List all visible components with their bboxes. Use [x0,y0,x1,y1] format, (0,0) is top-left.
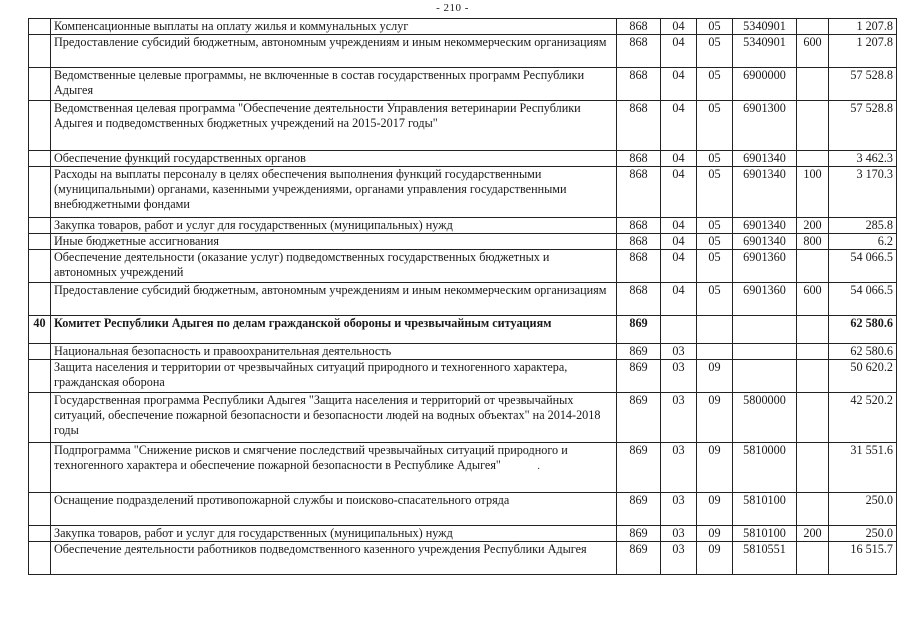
expense-type-cell [797,443,829,493]
item-name-cell: Компенсационные выплаты на оплату жилья и коммунальных услуг [51,19,617,35]
table-row [29,19,897,35]
amount-cell: 50 620.2 [829,360,897,393]
target-article-cell: 6901300 [733,101,797,151]
item-name-cell: Закупка товаров, работ и услуг для государственных (муниципальных) нужд [51,526,617,542]
row-number-cell [29,35,51,68]
item-name-cell: Подпрограмма "Снижение рисков и смягчение последствий чрезвычайных ситуаций природного и техногенного характера и обеспечение пожарной безопасности в Республике Адыгея" [51,443,617,493]
section-code-cell [661,316,697,344]
expense-type-cell [797,19,829,35]
expense-type-cell [797,68,829,101]
table-row [29,360,897,393]
page-number: - 210 - [436,2,469,14]
item-name-cell: Предоставление субсидий бюджетным, автономным учреждениям и иным некоммерческим организациям [51,35,617,68]
target-article-cell: 5810551 [733,542,797,575]
row-number-cell [29,542,51,575]
amount-cell: 57 528.8 [829,68,897,101]
target-article-cell [733,344,797,360]
subsection-code-cell: 05 [697,283,733,316]
section-code-cell: 03 [661,542,697,575]
subsection-code-cell: 09 [697,542,733,575]
expense-type-cell: 800 [797,234,829,250]
target-article-cell: 5340901 [733,35,797,68]
target-article-cell: 6901340 [733,234,797,250]
subsection-code-cell: 09 [697,443,733,493]
row-number-cell [29,101,51,151]
section-code-cell: 03 [661,344,697,360]
subsection-code-cell: 05 [697,218,733,234]
expense-type-cell: 600 [797,283,829,316]
expense-type-cell [797,393,829,443]
target-article-cell: 6901360 [733,283,797,316]
subsection-code-cell: 05 [697,19,733,35]
row-number-cell [29,283,51,316]
grbs-code-cell: 869 [617,542,661,575]
subsection-code-cell: 05 [697,68,733,101]
target-article-cell: 5800000 [733,393,797,443]
subsection-code-cell: 05 [697,101,733,151]
amount-cell: 42 520.2 [829,393,897,443]
section-code-cell: 04 [661,68,697,101]
table-row [29,283,897,316]
row-number-cell [29,250,51,283]
row-number-cell [29,344,51,360]
row-number-cell [29,493,51,526]
target-article-cell [733,360,797,393]
amount-cell: 62 580.6 [829,344,897,360]
amount-cell: 62 580.6 [829,316,897,344]
item-name-cell: Обеспечение функций государственных органов [51,151,617,167]
budget-table [28,18,897,575]
item-name-cell: Комитет Республики Адыгея по делам гражданской обороны и чрезвычайным ситуациям [51,316,617,344]
expense-type-cell: 200 [797,526,829,542]
subsection-code-cell: 05 [697,35,733,68]
section-code-cell: 03 [661,360,697,393]
amount-cell: 6.2 [829,234,897,250]
amount-cell: 57 528.8 [829,101,897,151]
expense-type-cell: 200 [797,218,829,234]
table-row [29,526,897,542]
row-number-cell [29,167,51,218]
amount-cell: 285.8 [829,218,897,234]
grbs-code-cell: 869 [617,526,661,542]
subsection-code-cell: 09 [697,526,733,542]
row-number-cell: 40 [29,316,51,344]
amount-cell: 250.0 [829,526,897,542]
expense-type-cell [797,493,829,526]
table-row [29,218,897,234]
target-article-cell: 6901340 [733,167,797,218]
table-row [29,234,897,250]
table-row [29,316,897,344]
row-number-cell [29,151,51,167]
subsection-code-cell [697,344,733,360]
grbs-code-cell: 868 [617,101,661,151]
target-article-cell: 6900000 [733,68,797,101]
subsection-code-cell [697,316,733,344]
grbs-code-cell: 869 [617,493,661,526]
item-name-cell: Оснащение подразделений противопожарной службы и поисково-спасательного отряда [51,493,617,526]
subsection-code-cell: 05 [697,234,733,250]
expense-type-cell [797,101,829,151]
section-code-cell: 03 [661,493,697,526]
subsection-code-cell: 09 [697,493,733,526]
section-code-cell: 03 [661,443,697,493]
item-name-cell: Иные бюджетные ассигнования [51,234,617,250]
grbs-code-cell: 868 [617,283,661,316]
section-code-cell: 03 [661,526,697,542]
grbs-code-cell: 868 [617,250,661,283]
item-name-cell: Национальная безопасность и правоохранительная деятельность [51,344,617,360]
item-name-cell: Ведомственная целевая программа "Обеспечение деятельности Управления ветеринарии Республики Адыгея и подведомственных бюджетных учреждений на 2015-2017 годы" [51,101,617,151]
expense-type-cell: 100 [797,167,829,218]
amount-cell: 250.0 [829,493,897,526]
expense-type-cell: 600 [797,35,829,68]
amount-cell: 16 515.7 [829,542,897,575]
row-number-cell [29,526,51,542]
target-article-cell [733,316,797,344]
item-name-cell: Расходы на выплаты персоналу в целях обеспечения выполнения функций государственными (муниципальными) органами, казенными учреждениями, органами управления государственными внебюджетными фондами [51,167,617,218]
amount-cell: 1 207.8 [829,35,897,68]
grbs-code-cell: 868 [617,234,661,250]
grbs-code-cell: 869 [617,393,661,443]
expense-type-cell [797,250,829,283]
grbs-code-cell: 868 [617,151,661,167]
table-row [29,101,897,151]
item-name-cell: Обеспечение деятельности (оказание услуг) подведомственных государственных бюджетных и автономных учреждений [51,250,617,283]
target-article-cell: 6901340 [733,151,797,167]
grbs-code-cell: 868 [617,19,661,35]
section-code-cell: 04 [661,101,697,151]
grbs-code-cell: 868 [617,68,661,101]
subsection-code-cell: 05 [697,250,733,283]
section-code-cell: 03 [661,393,697,443]
table-row [29,542,897,575]
subsection-code-cell: 09 [697,360,733,393]
row-number-cell [29,360,51,393]
row-number-cell [29,68,51,101]
row-number-cell [29,19,51,35]
expense-type-cell [797,316,829,344]
amount-cell: 54 066.5 [829,250,897,283]
item-name-cell: Закупка товаров, работ и услуг для государственных (муниципальных) нужд [51,218,617,234]
section-code-cell: 04 [661,283,697,316]
expense-type-cell [797,344,829,360]
row-number-cell [29,218,51,234]
table-row [29,250,897,283]
grbs-code-cell: 869 [617,360,661,393]
grbs-code-cell: 868 [617,218,661,234]
item-name-cell: Ведомственные целевые программы, не включенные в состав государственных программ Республики Адыгея [51,68,617,101]
item-name-cell: Предоставление субсидий бюджетным, автономным учреждениям и иным некоммерческим организациям [51,283,617,316]
subsection-code-cell: 09 [697,393,733,443]
row-number-cell [29,234,51,250]
grbs-code-cell: 868 [617,167,661,218]
expense-type-cell [797,542,829,575]
target-article-cell: 5810100 [733,493,797,526]
grbs-code-cell: 869 [617,344,661,360]
target-article-cell: 6901340 [733,218,797,234]
table-row [29,167,897,218]
amount-cell: 3 462.3 [829,151,897,167]
target-article-cell: 6901360 [733,250,797,283]
row-number-cell [29,443,51,493]
table-row [29,151,897,167]
section-code-cell: 04 [661,167,697,218]
section-code-cell: 04 [661,19,697,35]
subsection-code-cell: 05 [697,151,733,167]
item-name-cell: Обеспечение деятельности работников подведомственного казенного учреждения Республики Адыгея [51,542,617,575]
grbs-code-cell: 868 [617,35,661,68]
table-row [29,493,897,526]
target-article-cell: 5810000 [733,443,797,493]
grbs-code-cell: 869 [617,316,661,344]
grbs-code-cell: 869 [617,443,661,493]
item-name-cell: Государственная программа Республики Адыгея "Защита населения и территорий от чрезвычайных ситуаций, обеспечение пожарной безопасности и безопасности людей на водных объектах" на 2014-2018 годы [51,393,617,443]
target-article-cell: 5810100 [733,526,797,542]
table-row [29,68,897,101]
item-name-cell: Защита населения и территории от чрезвычайных ситуаций природного и техногенного характера, гражданская оборона [51,360,617,393]
subsection-code-cell: 05 [697,167,733,218]
amount-cell: 3 170.3 [829,167,897,218]
section-code-cell: 04 [661,250,697,283]
expense-type-cell [797,360,829,393]
section-code-cell: 04 [661,151,697,167]
expense-type-cell [797,151,829,167]
amount-cell: 1 207.8 [829,19,897,35]
section-code-cell: 04 [661,234,697,250]
section-code-cell: 04 [661,35,697,68]
amount-cell: 54 066.5 [829,283,897,316]
table-row [29,393,897,443]
table-row [29,35,897,68]
table-row [29,344,897,360]
table-row [29,443,897,493]
budget-table-body [29,19,897,575]
section-code-cell: 04 [661,218,697,234]
target-article-cell: 5340901 [733,19,797,35]
row-number-cell [29,393,51,443]
scan-artifact-dot: · [537,464,541,475]
amount-cell: 31 551.6 [829,443,897,493]
